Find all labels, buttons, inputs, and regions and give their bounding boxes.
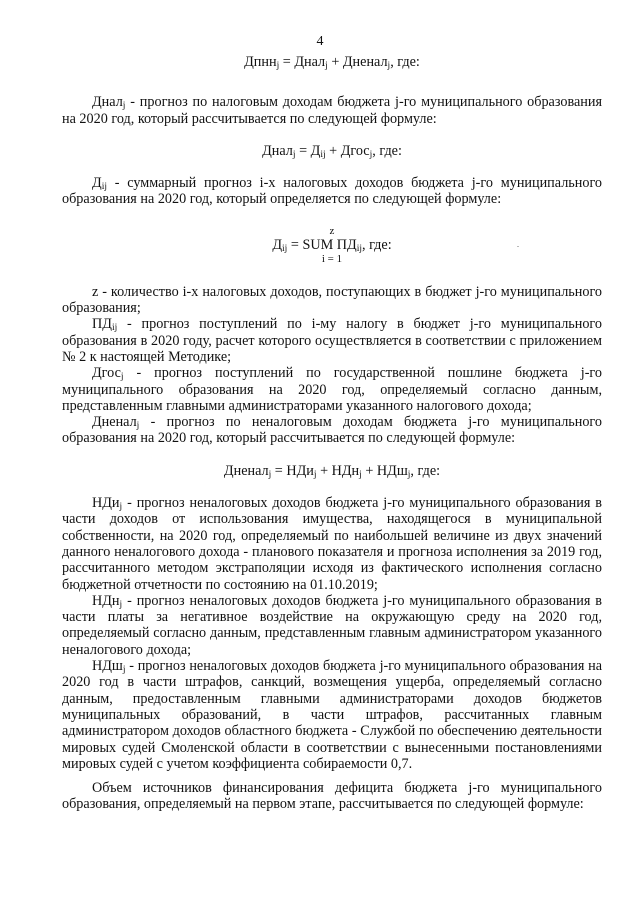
sum-expression: $Д_{ij}$ = SUM $ПД_{ij}$, где: (272, 236, 392, 254)
paragraph-dnenal: Дненал$_j$ - прогноз по неналоговым доходам бюджета j-го муниципального образования на 2020 год, который рассчитывается по следующей формуле: (62, 414, 602, 447)
paragraph-dnal: Днал$_j$ - прогноз по налоговым доходам бюджета j-го муниципального образования на 2020 год, который рассчитывается по следующей формуле: (62, 94, 602, 127)
formula-dpnn: Дпнн$_j$ = Днал$_j$ + Дненал$_j$, где: (244, 54, 420, 71)
paragraph-dij: $Д_{ij}$ - суммарный прогноз i-х налоговых доходов бюджета j-го муниципального образования на 2020 год, который определяется по следующей формуле: (62, 175, 602, 208)
paragraph-dgos: Дгос$_j$ - прогноз поступлений по государственной пошлине бюджета j-го муниципального образования на 2020 год, определяемый согласно данным, представленным главными администраторами указанного налогового дохода; (62, 365, 602, 414)
formula-sum (62, 225, 602, 265)
paragraph-deficit-sources: Объем источников финансирования дефицита бюджета j-го муниципального образования, определяемый на первом этапе, рассчитывается по следующей формуле: (62, 780, 602, 813)
paragraph-ndn: НДн$_j$ - прогноз неналоговых доходов бюджета j-го муниципального образования в части платы за негативное воздействие на окружающую среду на 2020 год, определяемый согласно данным, представленным главным администратором указанного неналогового дохода; (62, 592, 602, 658)
page-number: 4 (316, 34, 324, 49)
paragraph-ndsh: НДш$_j$ - прогноз неналоговых доходов бюджета j-го муниципального образования на 2020 год в части штрафов, санкций, возмещения ущерба, определяемый согласно данным, предоставленным главными администраторами доходов бюджетов муниципальных образований, в части штрафов, рассчитанных главным администратором доходов областного бюджета - Службой по обеспечению деятельности мировых судей Смоленской области в соответствии с вынесенными постановлениями мировых судей с учетом коэффициента собираемости 0,7. (62, 658, 602, 772)
scan-speck (517, 246, 519, 247)
formula-dnenal: Дненал$_j$ = НДи$_j$ + НДн$_j$ + НДш$_j$, где: (223, 462, 441, 480)
paragraph-pdij: $ПД_{ij}$ - прогноз поступлений по i-му налогу в бюджет j-го муниципального образования в 2020 году, расчет которого осуществляется в соответствии с приложением № 2 к настоящей Методике; (62, 316, 602, 365)
document-body (62, 54, 602, 813)
formula-dnal: Днал$_j$ = $Д_{ij}$ + Дгос$_j$, где: (262, 142, 402, 160)
paragraph-ndi: НДи$_j$ - прогноз неналоговых доходов бюджета j-го муниципального образования в части доходов от использования имущества, находящегося в муниципальной собственности, на 2020 год, определяемый по наибольшей величине из двух значений данного неналогового дохода - планового показателя и прогноза исполнения за 2019 год, рассчитанного методом экстраполяции исходя из фактического исполнения согласно бюджетной отчетности по состоянию на 01.10.2019; (62, 495, 602, 593)
sum-lower-limit: i = 1 (321, 252, 343, 265)
sum-upper-limit: z (329, 224, 335, 237)
paragraph-z: z - количество i-х налоговых доходов, поступающих в бюджет j-го муниципального образования; (62, 283, 602, 317)
